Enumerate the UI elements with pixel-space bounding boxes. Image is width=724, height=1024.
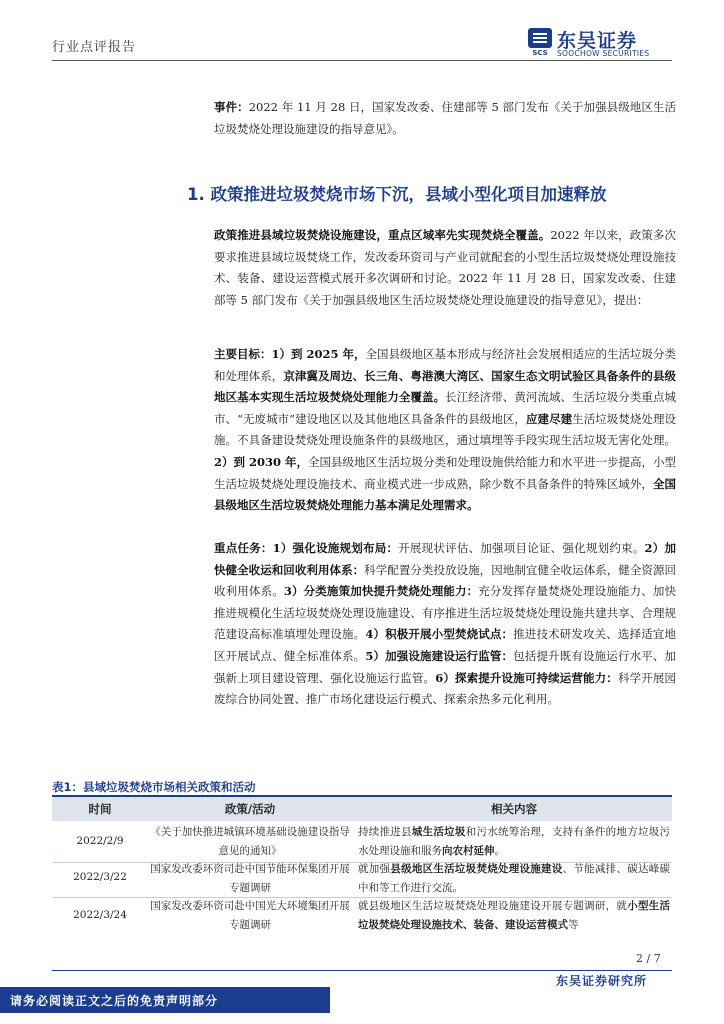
goal-text: 全国县级地区基本形成与经济社会发展相适应的生活垃圾分类和处理体系，: [214, 347, 677, 383]
p1-bold: 政策推进县域垃圾焚烧设施建设，重点区域率先实现焚烧全覆盖。: [214, 228, 551, 242]
goal-bold: 应建尽建: [525, 411, 573, 426]
content-text: 等: [568, 919, 579, 931]
task-text: 推进技术研发攻关、选择适宜地区开展试点、健全标准体系。: [214, 627, 676, 663]
content-text: 就县级地区生活垃圾焚烧处理设施建设开展专题调研，就: [358, 900, 628, 912]
table-cell-policy: 国家发改委环资司赴中国节能环保集团开展专题调研: [150, 863, 350, 894]
table-cell-policy: 国家发改委环资司赴中国光大环境集团开展专题调研: [150, 900, 350, 931]
content-bold: 城生活垃圾: [411, 826, 466, 838]
table-cell-policy: 《关于加快推进城镇环境基础设施建设指导意见的通知》: [150, 826, 350, 857]
goal-bold: 全国县级地区生活垃圾焚烧处理能力基本满足处理需求。: [214, 476, 677, 513]
event-label: 事件：: [214, 100, 249, 114]
logo-en-text: SOOCHOW SECURITIES: [557, 49, 650, 58]
event-text: 2022 年 11 月 28 日，国家发改委、住建部等 5 部门发布《关于加强县级地区生活垃圾焚烧处理设施建设的指导意见》。: [214, 100, 676, 136]
table-cell-time: 2022/3/22: [73, 871, 127, 883]
task-label: 6）探索提升设施可持续运营能力：: [435, 670, 618, 685]
task-text: 科学配置分类投放设施，因地制宜健全收运体系，健全资源回收利用体系。: [214, 562, 677, 599]
content-text: 和污水统筹治理，支持有条件的地方垃圾污水处理设施和服务: [358, 826, 671, 857]
svg-text:SCS: SCS: [532, 49, 548, 56]
footer-disclaimer: 请务必阅读正文之后的免责声明部分: [10, 994, 219, 1008]
col-header-policy: 政策/活动: [224, 802, 276, 816]
table-cell-content: [358, 860, 670, 898]
report-category: 行业点评报告: [52, 40, 137, 55]
content-text: 就加强: [358, 863, 391, 875]
table-cell-content: [358, 823, 670, 861]
task-text: 充分发挥存量焚烧处理设施能力、加快推进规模化生活垃圾焚烧处理设施建设、有序推进生活垃圾焚烧处理设施共建共享、合理规范建设高标准填埋处理设施。: [214, 584, 677, 642]
key-tasks-paragraph: [214, 538, 676, 711]
scs-logo-icon: [527, 26, 553, 56]
company-logo: [527, 26, 675, 58]
logo-cn-text: 东吴证券: [557, 30, 638, 52]
goal-text: 全国县级地区生活垃圾分类和处理设施供给能力和水平进一步提高，小型生活垃圾焚烧处理设施技术、商业模式进一步成熟，除少数不具备条件的特殊区域外，: [214, 454, 677, 491]
table-cell-content: [358, 897, 670, 935]
task-label: 3）分类施策加快提升焚烧处理能力：: [283, 584, 479, 599]
goal-text: 生活垃圾焚烧处理设施。不具备建设焚烧处理设施条件的县级地区，通过填埋等手段实现生活垃圾无害化处理。: [214, 411, 677, 448]
goal-text: 长江经济带、黄河流域、生活垃圾分类重点城市、“无废城市”建设地区以及其他地区具备条件的县级地区，: [214, 390, 677, 426]
main-goals-paragraph: [214, 344, 676, 517]
goal-label: 2）到 2030 年，: [214, 454, 309, 469]
content-text: 、节能减排、碳达峰碳中和等工作进行交流。: [358, 863, 671, 894]
task-text: 科学开展园废综合协同处置、推广市场化建设运行模式、探索余热多元化利用。: [214, 670, 677, 707]
content-text: 持续推进县: [358, 826, 412, 838]
content-text: 。: [494, 845, 505, 857]
task-label: 5）加强设施建设运行监管：: [365, 648, 514, 663]
col-header-time: 时间: [88, 802, 112, 816]
table-title: 表1：县域垃圾焚烧市场相关政策和活动: [52, 780, 256, 794]
goal-bold: 京津冀及周边、长三角、粤港澳大湾区、国家生态文明试验区具备条件的县级地区基本实现生活垃圾焚烧处理能力全覆盖。: [214, 368, 677, 405]
policy-paragraph: [214, 225, 676, 311]
footer-divider: [52, 970, 672, 971]
task-label: 2）加快健全收运和回收利用体系：: [214, 541, 676, 577]
header-divider: [52, 60, 672, 61]
task-label: 4）积极开展小型焚烧试点：: [365, 627, 514, 642]
content-bold: 县级地区生活垃圾焚烧处理设施建设: [390, 863, 563, 875]
content-bold: 小型生活垃圾焚烧处理设施技术、装备、建设运营模式: [358, 900, 671, 931]
p1-text: 2022 年以来，政策多次要求推进县域垃圾焚烧工作，发改委环资司与产业司就配套的小型生活垃圾焚烧处理设施技术、装备、建设运营模式展开多次调研和讨论。2022 年 11 月 28 日，国家发改委、住建部等 5 部门发布《关于加强县级地区生活垃圾焚烧处理设施建设的指导意见》，提出：: [214, 228, 677, 307]
goal-label: 主要目标：1）到 2025 年，: [214, 347, 366, 361]
task-text: 开展现状评估、加强项目论证、强化规划约束。: [398, 541, 645, 555]
page-number: 2 / 7: [636, 952, 661, 965]
task-text: 包括提升既有设施运行水平、加强新上项目建设管理、强化设施运行监管。: [214, 648, 676, 685]
col-header-content: 相关内容: [491, 802, 537, 816]
table-cell-time: 2022/2/9: [76, 835, 124, 847]
event-paragraph: [214, 97, 676, 140]
table-header: [52, 797, 672, 821]
footer-institute: 东吴证券研究所: [556, 974, 648, 988]
task-label: 重点任务：1）强化设施规划布局：: [214, 541, 399, 555]
content-bold: 向农村延伸: [442, 845, 495, 857]
section-title: 1. 政策推进垃圾焚烧市场下沉，县域小型化项目加速释放: [187, 185, 607, 204]
table-cell-time: 2022/3/24: [73, 909, 127, 921]
